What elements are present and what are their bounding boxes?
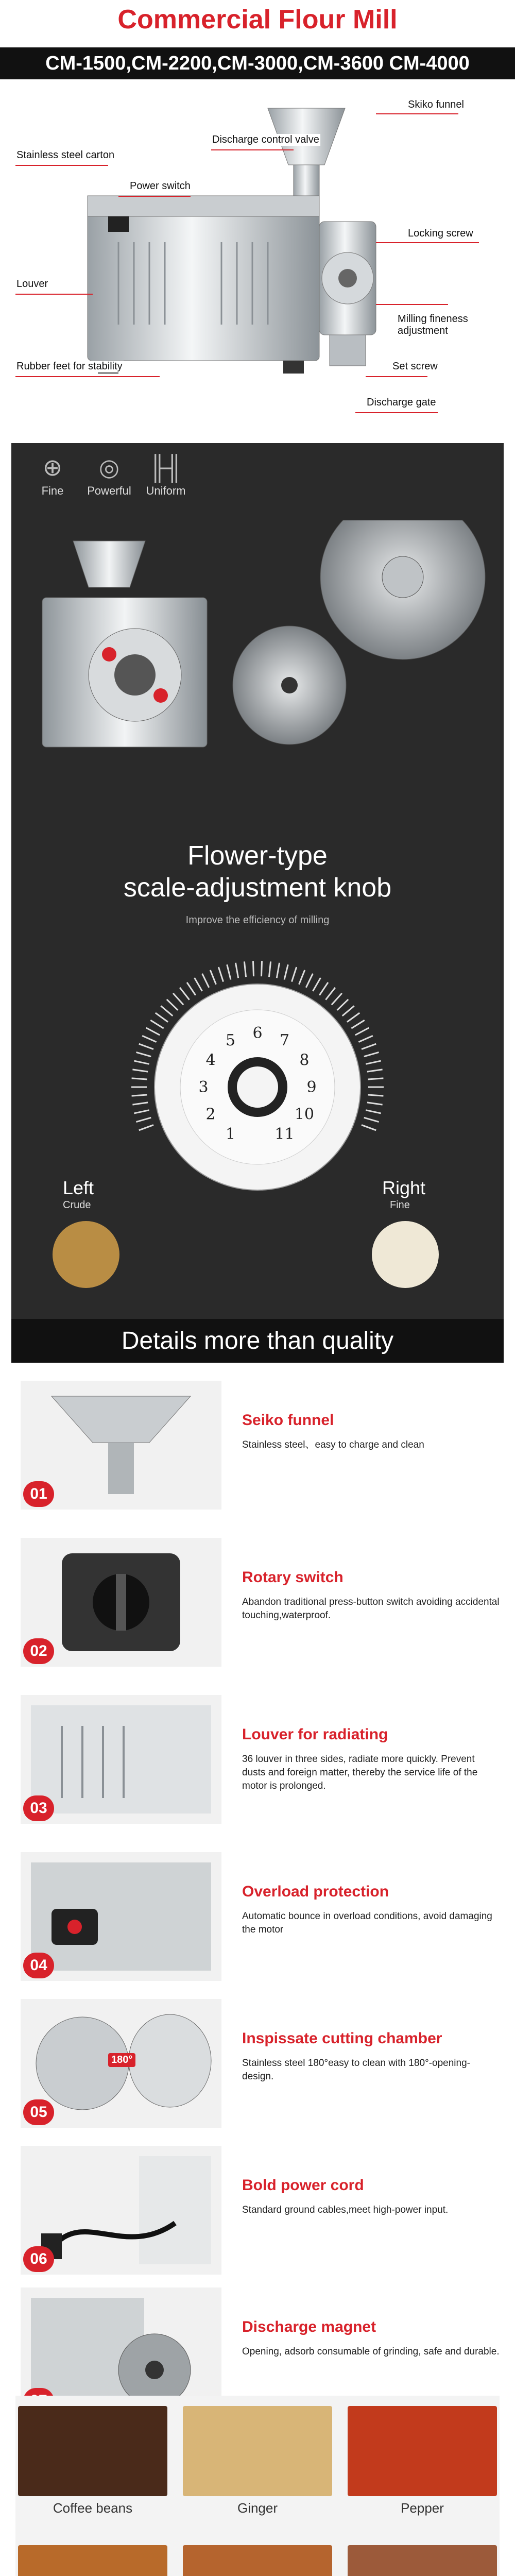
leader-line: [15, 165, 108, 166]
dial-left-sub: Crude: [63, 1199, 91, 1211]
leader-line: [118, 196, 191, 197]
label-skiko-funnel: Skiko funnel: [408, 99, 464, 110]
label-milling-fineness: Milling fineness adjustment: [397, 313, 491, 337]
feature-fine-label: Fine: [41, 484, 64, 497]
detail-title: Overload protection: [242, 1883, 389, 1900]
dial-left-label: Left: [63, 1177, 94, 1198]
spice-item: [183, 2406, 332, 2516]
leader-line: [376, 304, 448, 305]
spice-label: Pepper: [401, 2500, 444, 2516]
detail-row: [0, 1381, 515, 1535]
spice-item: [18, 2545, 167, 2576]
detail-title: Rotary switch: [242, 1569, 344, 1586]
detail-row: [0, 2146, 515, 2300]
detail-number: 02: [23, 1638, 54, 1664]
dial-number: 6: [252, 1024, 263, 1042]
detail-title: Seiko funnel: [242, 1412, 334, 1429]
dial-right-sub: Fine: [390, 1199, 410, 1211]
leader-line: [366, 376, 427, 377]
crosshair-icon: ⊕: [42, 454, 63, 481]
model-list-banner: CM-1500,CM-2200,CM-3000,CM-3600 CM-4000: [0, 47, 515, 79]
knob-subtitle: Improve the efficiency of milling: [185, 914, 330, 926]
label-locking-screw: Locking screw: [408, 228, 473, 239]
swirl-icon: ◎: [98, 454, 120, 481]
detail-title: Bold power cord: [242, 2177, 364, 2194]
leader-line: [211, 149, 294, 150]
label-discharge-gate: Discharge gate: [367, 397, 436, 408]
detail-row: [0, 1538, 515, 1692]
spice-photo: [348, 2545, 497, 2576]
knob-title-line1: Flower-type: [187, 841, 328, 871]
knob-title: [11, 840, 504, 904]
spice-item: [348, 2406, 497, 2516]
spice-label: Ginger: [237, 2500, 278, 2516]
spice-photo: [18, 2545, 167, 2576]
detail-number: 05: [23, 2099, 54, 2125]
label-rubber-feet: Rubber feet for stability: [16, 361, 123, 372]
dial-right-label: Right: [382, 1177, 426, 1198]
spice-item: [348, 2545, 497, 2576]
feature-powerful: [83, 453, 135, 498]
label-louver: Louver: [16, 278, 48, 290]
detail-description: Opening, adsorb consumable of grinding, safe and durable.: [242, 2346, 500, 2357]
knob-title-line2: scale-adjustment knob: [123, 873, 392, 903]
dial-number: 10: [294, 1105, 315, 1124]
leader-line: [376, 113, 458, 114]
dial-number: 7: [279, 1031, 290, 1050]
dial-number: 11: [274, 1125, 295, 1143]
crude-powder-sample: [53, 1221, 119, 1288]
dial-number: 9: [306, 1078, 317, 1096]
details-banner: Details more than quality: [11, 1319, 504, 1363]
spice-label: Coffee beans: [53, 2500, 133, 2516]
detail-number: 03: [23, 1795, 54, 1821]
detail-description: Standard ground cables,meet high-power input.: [242, 2205, 449, 2215]
bars-icon: ╟╢: [149, 454, 183, 481]
leader-line: [15, 376, 160, 377]
detail-description: Automatic bounce in overload conditions, avoid damaging the motor: [242, 1911, 492, 1935]
detail-description: 36 louver in three sides, radiate more quickly. Prevent dusts and foreign matter, thereby the service life of the motor is prolonged.: [242, 1754, 478, 1791]
label-discharge-control-valve: Discharge control valve: [212, 134, 319, 145]
spice-item: [183, 2545, 332, 2576]
detail-number: 06: [23, 2246, 54, 2272]
spice-item: [18, 2406, 167, 2516]
detail-number: 04: [23, 1953, 54, 1978]
page-title: Commercial Flour Mill: [117, 5, 398, 35]
spice-photo: [18, 2406, 167, 2496]
spice-photo: [183, 2545, 332, 2576]
fine-powder-sample: [372, 1221, 439, 1288]
angle-badge: 180°: [108, 2053, 135, 2067]
dial-number: 8: [299, 1051, 310, 1070]
spice-photo: [348, 2406, 497, 2496]
feature-uniform-label: Uniform: [146, 484, 186, 497]
spice-photo: [183, 2406, 332, 2496]
adjustment-dial: [103, 953, 412, 1200]
label-set-screw: Set screw: [392, 361, 438, 372]
mill-open-illustration: [11, 520, 504, 809]
detail-title: Discharge magnet: [242, 2318, 376, 2335]
leader-line: [376, 242, 479, 243]
feature-powerful-label: Powerful: [87, 484, 131, 497]
detail-row: [0, 1999, 515, 2154]
label-power-switch: Power switch: [130, 180, 191, 192]
spice-grid: [15, 2396, 500, 2576]
dial-number: 5: [225, 1031, 236, 1050]
leader-line: [355, 412, 438, 413]
detail-row: [0, 1852, 515, 2007]
detail-description: Stainless steel、easy to charge and clean: [242, 1439, 424, 1450]
feature-fine: [27, 453, 78, 498]
labeled-mill-diagram: [15, 88, 500, 438]
feature-uniform: [140, 453, 192, 498]
dial-number: 1: [225, 1125, 236, 1143]
detail-description: Stainless steel 180°easy to clean with 180°-opening-design.: [242, 2058, 470, 2082]
detail-title: Louver for radiating: [242, 1726, 388, 1743]
detail-row: [0, 1695, 515, 1850]
dial-number: 4: [205, 1051, 216, 1070]
leader-line: [15, 294, 93, 295]
label-stainless-carton: Stainless steel carton: [16, 149, 115, 161]
detail-description: Abandon traditional press-button switch avoiding accidental touching,waterproof.: [242, 1597, 500, 1621]
detail-title: Inspissate cutting chamber: [242, 2030, 442, 2047]
dial-number: 3: [198, 1078, 209, 1096]
feature-panel: [11, 443, 504, 1363]
dial-number: 2: [205, 1105, 216, 1124]
detail-number: 01: [23, 1481, 54, 1507]
